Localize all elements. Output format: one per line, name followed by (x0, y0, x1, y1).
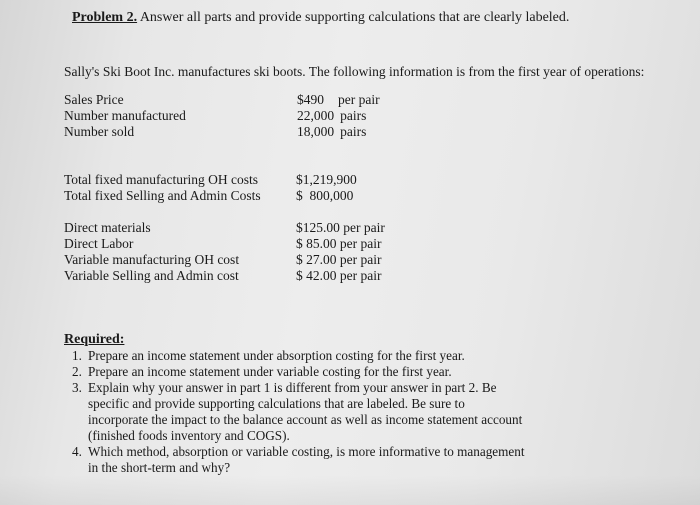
required-title: Required: (64, 332, 125, 347)
direct-materials-value: $125.00 per pair (296, 220, 385, 235)
number-manufactured-value: 22,000 (297, 108, 335, 123)
variable-mfg-oh-label: Variable manufacturing OH cost (64, 252, 240, 267)
number-manufactured-label: Number manufactured (64, 108, 186, 123)
required-item (68, 444, 528, 476)
number-sold-label: Number sold (64, 124, 135, 139)
number-sold-value: 18,000 (297, 124, 335, 139)
required-item-text: Explain why your answer in part 1 is different from your answer in part 2. Be specific and provide supporting calculations that are labeled. Be sure to incorporate the impact to the balance account as well as income statement account (finished foods inventory and COGS). (88, 380, 523, 443)
required-item-text: Prepare an income statement under absorption costing for the first year. (88, 348, 465, 363)
direct-materials-label: Direct materials (64, 220, 151, 235)
number-sold-unit: pairs (340, 124, 367, 139)
direct-labor-value: $ 85.00 per pair (296, 236, 382, 251)
required-item-number: 4. (72, 444, 82, 459)
required-item-number: 3. (72, 380, 82, 395)
production-values (297, 92, 380, 140)
fixed-cost-labels (64, 172, 261, 204)
fixed-mfg-oh-value: $1,219,900 (296, 172, 357, 187)
variable-sga-label: Variable Selling and Admin cost (64, 268, 239, 283)
problem-heading (72, 10, 569, 26)
variable-cost-labels (64, 220, 239, 284)
fixed-mfg-oh-label: Total fixed manufacturing OH costs (64, 172, 259, 187)
required-item-text: Which method, absorption or variable costing, is more informative to management in the short-term and why? (88, 444, 525, 475)
number-manufactured-unit: pairs (340, 108, 367, 123)
required-item-text: Prepare an income statement under variable costing for the first year. (88, 364, 452, 379)
required-item-number: 2. (72, 364, 82, 379)
required-item (68, 348, 528, 364)
required-item (68, 380, 528, 444)
required-item (68, 364, 528, 380)
production-labels (64, 92, 186, 140)
fixed-cost-values (296, 172, 357, 204)
required-list (68, 348, 528, 476)
required-item-number: 1. (72, 348, 82, 363)
variable-mfg-oh-value: $ 27.00 per pair (296, 252, 382, 267)
variable-cost-values (296, 220, 385, 284)
fixed-sga-value: $ 800,000 (296, 188, 354, 203)
sales-price-unit: per pair (338, 92, 380, 107)
direct-labor-label: Direct Labor (64, 236, 134, 251)
intro-text: Sally's Ski Boot Inc. manufactures ski boots. The following information is from the first year of operations: (64, 64, 645, 79)
problem-instruction: Answer all parts and provide supporting calculations that are clearly labeled. (139, 10, 570, 25)
fixed-sga-label: Total fixed Selling and Admin Costs (64, 188, 261, 203)
sales-price-label: Sales Price (64, 92, 124, 107)
sales-price-value: $490 (297, 92, 324, 107)
problem-number: Problem 2. (72, 10, 138, 25)
page-shadow (0, 475, 700, 505)
variable-sga-value: $ 42.00 per pair (296, 268, 382, 283)
